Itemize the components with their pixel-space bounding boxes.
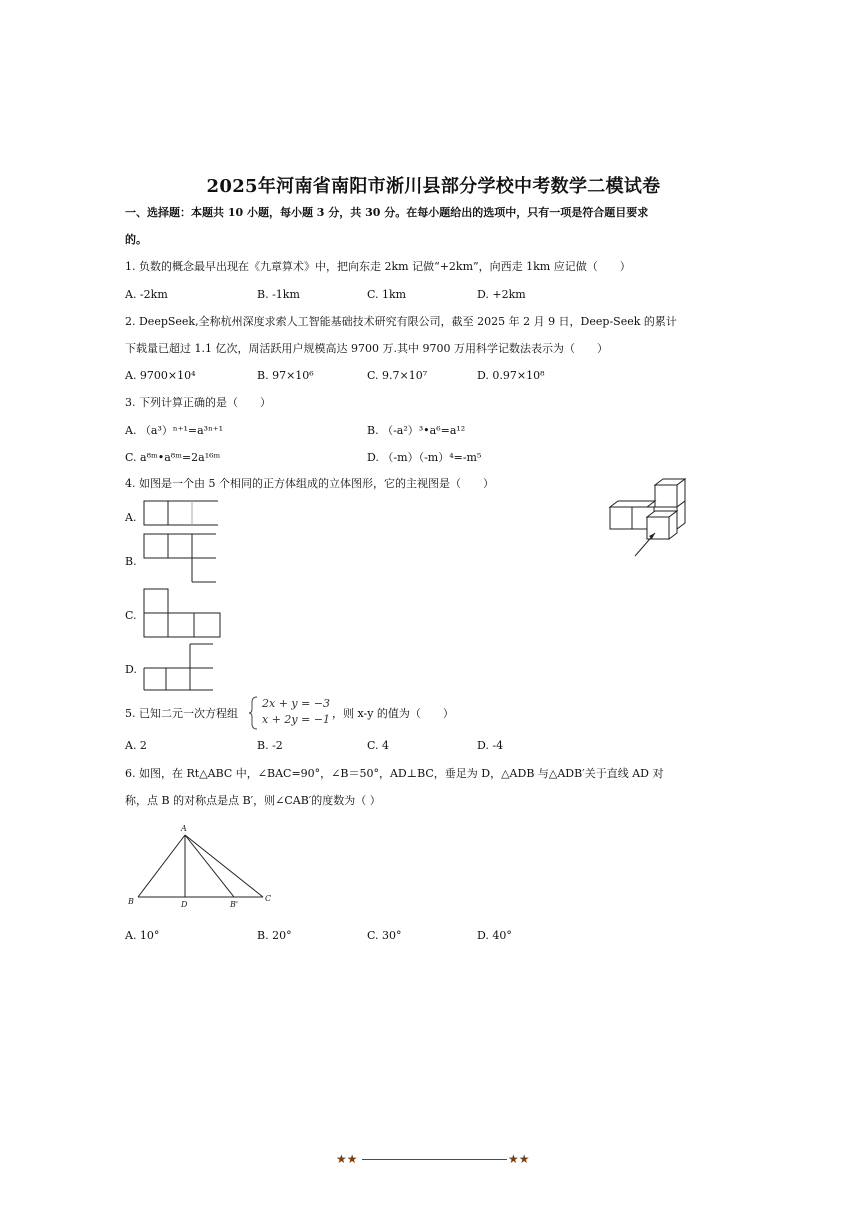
footer-divider bbox=[362, 1159, 507, 1160]
q5-stem-pre: 5. 已知二元一次方程组 bbox=[125, 707, 238, 720]
q5-option-a: A. 2 bbox=[125, 739, 147, 752]
q5-option-d: D. -4 bbox=[477, 739, 504, 752]
page-title: 2025年河南省南阳市淅川县部分学校中考数学二模试卷 bbox=[206, 176, 661, 197]
q2-stem-line1: 2. DeepSeek,全称杭州深度求索人工智能基础技术研究有限公司，截至 2025 年 2 月 9 日，Deep-Seek 的累计 bbox=[125, 315, 677, 328]
q4-option-b-figure bbox=[143, 533, 223, 588]
q6-option-b: B. 20° bbox=[257, 929, 292, 942]
q4-option-a-figure bbox=[143, 500, 223, 530]
q5-option-c: C. 4 bbox=[367, 739, 390, 752]
q2-option-a: A. 9700×10⁴ bbox=[125, 369, 196, 382]
q1-option-a: A. -2km bbox=[125, 288, 168, 301]
q3-option-c: C. a⁸ᵐ•a⁸ᵐ=2a¹⁶ᵐ bbox=[125, 451, 221, 464]
q4-label-a: A. bbox=[125, 511, 137, 524]
q6-option-c: C. 30° bbox=[367, 929, 402, 942]
q5-equation-1: 2x + y = −3 bbox=[262, 697, 331, 710]
q2-option-d: D. 0.97×10⁸ bbox=[477, 369, 545, 382]
q3-stem: 3. 下列计算正确的是（ ） bbox=[125, 396, 271, 409]
q6-point-d: D bbox=[181, 900, 188, 909]
q3-option-a: A. （a³）ⁿ⁺¹=a³ⁿ⁺¹ bbox=[125, 424, 224, 437]
section-heading-line1: 一、选择题：本题共 10 小题，每小题 3 分，共 30 分。在每小题给出的选项中，只有一项是符合题目要求 bbox=[125, 206, 649, 219]
q6-point-c: C bbox=[265, 894, 272, 903]
q6-option-d: D. 40° bbox=[477, 929, 512, 942]
footer-stars-right: ★★ bbox=[508, 1152, 530, 1166]
q4-option-c-figure bbox=[143, 588, 225, 643]
q6-stem-line2: 称，点 B 的对称点是点 B′，则∠CAB′的度数为（ ） bbox=[125, 794, 381, 807]
q4-label-d: D. bbox=[125, 663, 137, 676]
q1-option-b: B. -1km bbox=[257, 288, 300, 301]
q5-stem-post: ，则 x-y 的值为（ ） bbox=[332, 707, 454, 720]
q3-option-b: B. （-a²）³•a⁶=a¹² bbox=[367, 424, 466, 437]
q3-option-d: D. （-m）（-m）⁴=-m⁵ bbox=[367, 451, 482, 464]
q4-label-c: C. bbox=[125, 609, 137, 622]
q1-option-d: D. +2km bbox=[477, 288, 526, 301]
q4-label-b: B. bbox=[125, 555, 137, 568]
q1-stem: 1. 负数的概念最早出现在《九章算术》中，把向东走 2km 记做“+2km”，向西走 1km 应记做（ ） bbox=[125, 260, 631, 273]
q6-option-a: A. 10° bbox=[125, 929, 160, 942]
q4-stem: 4. 如图是一个由 5 个相同的正方体组成的立体图形，它的主视图是（ ） bbox=[125, 477, 494, 490]
q2-stem-line2: 下载量已超过 1.1 亿次，周活跃用户规模高达 9700 万.其中 9700 万用科学记数法表示为（ ） bbox=[125, 342, 608, 355]
q5-option-b: B. -2 bbox=[257, 739, 283, 752]
q4-option-d-figure bbox=[143, 643, 223, 695]
q6-triangle-figure bbox=[120, 820, 280, 915]
section-heading-line2: 的。 bbox=[125, 233, 147, 246]
footer-stars-left: ★★ bbox=[336, 1152, 358, 1166]
q4-solid-figure bbox=[605, 478, 695, 558]
q1-option-c: C. 1km bbox=[367, 288, 407, 301]
q2-option-c: C. 9.7×10⁷ bbox=[367, 369, 428, 382]
q5-system-brace bbox=[249, 696, 259, 730]
page-footer bbox=[336, 1152, 536, 1168]
q2-option-b: B. 97×10⁶ bbox=[257, 369, 314, 382]
q6-point-a: A bbox=[181, 824, 187, 833]
q6-point-b: B bbox=[128, 897, 134, 906]
q6-stem-line1: 6. 如图，在 Rt△ABC 中，∠BAC=90°，∠B＝50°，AD⊥BC，垂足为 D，△ADB 与△ADB′关于直线 AD 对 bbox=[125, 767, 664, 780]
q5-equation-2: x + 2y = −1 bbox=[262, 713, 331, 726]
q6-point-b-prime: B' bbox=[230, 900, 239, 909]
